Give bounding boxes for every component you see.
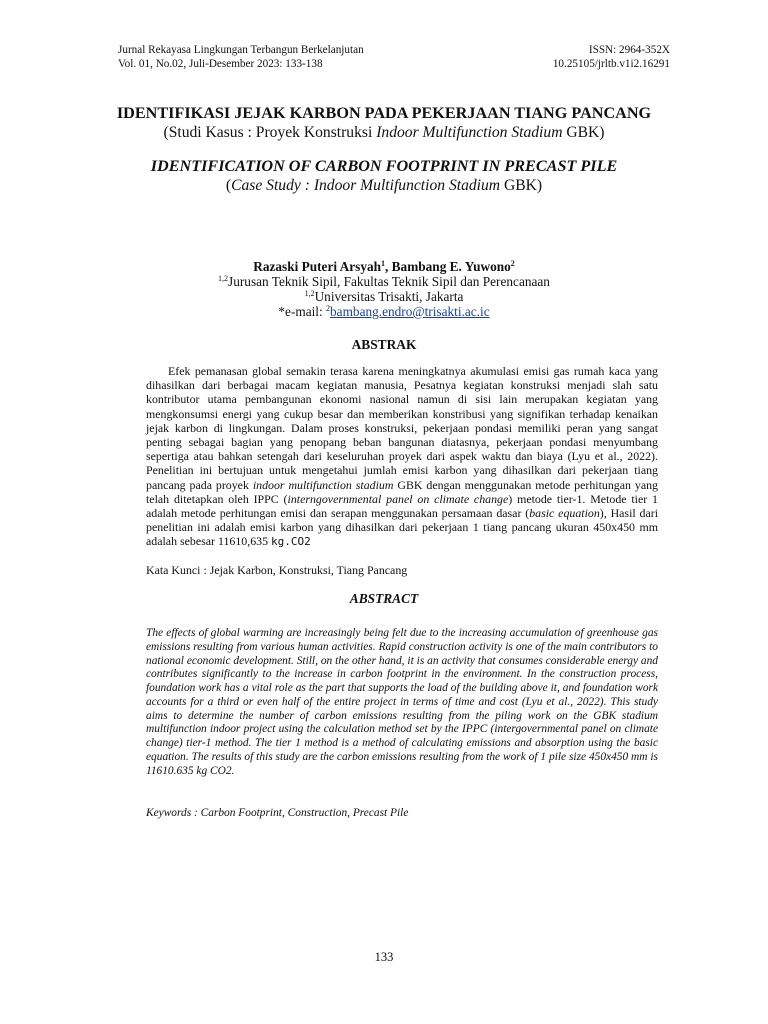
abstrak-text: ), Hasil dari penelitian ini adalah emisi karbon yang dihasilkan dari pekerjaan 1 tiang pancang ukuran 450x450 mm adalah sebesar 11610,635 xyxy=(146,506,658,549)
abstrak-text: Efek pemanasan global semakin terasa karena meningkatnya akumulasi emisi gas rumah kaca yang dihasilkan dari berbagai macam kegiatan manusia, Pesatnya kegiatan konstruksi menjadi slah satu kontributor utama pembangunan ekonomi nasional namun di sisi lain merupakan kegiatan yang mengkonsumsi energi yang cukup besar dan memberikan konstribusi yang signifikan terhadap kenaikan jejak karbon di lingkungan. Dalam proses konstruksi, pekerjaan pondasi memiliki peran yang sangat penting sebagai bagian yang penopang beban bangunan diatasnya, pekerjaan pondasi menyumbang sepertiga atau bahkan setengah dari keseluruhan proyek dari aspek waktu dan biaya (Lyu et al., 2022). Penelitian ini bertujuan untuk mengetahui jumlah emisi karbon yang dihasilkan dari pekerjaan tiang pancang pada proyek xyxy=(146,364,658,492)
subtitle-text: ( xyxy=(225,177,232,194)
subtitle-text: GBK) xyxy=(562,124,605,141)
volume-info: Vol. 01, No.02, Juli-Desember 2023: 133-138 xyxy=(118,58,323,70)
author-sup: 2 xyxy=(510,259,515,268)
affiliation-text: Jurusan Teknik Sipil, Fakultas Teknik Sipil dan Perencanaan xyxy=(228,274,550,289)
subtitle-english xyxy=(110,176,658,196)
affiliation-university xyxy=(110,289,658,304)
email-line xyxy=(110,304,658,319)
running-header xyxy=(118,43,670,71)
email-label: *e-mail: xyxy=(278,304,327,319)
abstrak-text: ) metode tier-1. Metode tier 1 adalah metode perhitungan emisi dan serapan menggunakan persamaan dasar ( xyxy=(146,491,658,521)
abstrak-text: GBK dengan menggunakan metode perhitungan yang telah ditetapkan oleh IPPC ( xyxy=(146,477,658,506)
subtitle-text: GBK) xyxy=(500,177,543,194)
abstrak-heading: ABSTRAK xyxy=(351,337,417,352)
keywords-english: Keywords : Carbon Footprint, Construction, Precast Pile xyxy=(146,807,409,819)
affiliation-department xyxy=(110,274,658,289)
abstrak-italic: interngovernmental panel on climate change xyxy=(287,491,509,506)
subtitle-italic: Indoor Multifunction Stadium xyxy=(376,124,563,141)
emission-unit: kg.CO2 xyxy=(271,535,311,549)
abstrak-italic: basic equation xyxy=(529,506,600,521)
author-name: Bambang E. Yuwono xyxy=(391,259,511,274)
subtitle-indonesian xyxy=(110,123,658,143)
journal-name: Jurnal Rekayasa Lingkungan Terbangun Berkelanjutan xyxy=(118,44,364,56)
author-name: Razaski Puteri Arsyah xyxy=(253,259,382,274)
author-block xyxy=(110,259,658,319)
affiliation-sup: 1,2 xyxy=(304,289,315,298)
subtitle-text: (Studi Kasus : Proyek Konstruksi xyxy=(163,124,377,141)
affiliation-text: Universitas Trisakti, Jakarta xyxy=(314,289,464,304)
abstrak-paragraph xyxy=(146,364,658,550)
keywords-indonesian: Kata Kunci : Jejak Karbon, Konstruksi, Tiang Pancang xyxy=(146,563,408,577)
abstrak-italic: indoor multifunction stadium xyxy=(252,477,394,492)
email-sup: 2 xyxy=(326,304,331,313)
title-indonesian: IDENTIFIKASI JEJAK KARBON PADA PEKERJAAN TIANG PANCANG xyxy=(116,104,652,122)
page-number: 133 xyxy=(374,950,394,964)
author-names xyxy=(110,259,658,274)
title-block xyxy=(110,104,658,196)
abstract-heading: ABSTRACT xyxy=(349,591,419,606)
email-link[interactable]: bambang.endro@trisakti.ac.ic xyxy=(330,304,490,319)
title-english: IDENTIFICATION OF CARBON FOOTPRINT IN PRECAST PILE xyxy=(150,157,618,175)
issn: ISSN: 2964-352X xyxy=(588,44,670,56)
author-separator: , xyxy=(385,259,392,274)
doi: 10.25105/jrltb.v1i2.16291 xyxy=(552,58,670,70)
author-sup: 1 xyxy=(381,259,386,268)
abstract-paragraph: The effects of global warming are increasingly being felt due to the increasing accumulation of greenhouse gas emissions resulting from various human activities. Rapid construction activity is one of the main contributors to national economic development. Still, on the other hand, it is an activity that consumes considerable energy and contributes significantly to the increase in carbon footprint in the environment. In the construction process, foundation work has a vital role as the part that supports the load of the building above it, and foundation work accounts for a third or even half of the entire project in terms of time and cost (Lyu et al., 2022). This study aims to determine the number of carbon emissions resulting from the piling work on the GBK stadium multifunction indoor project using the calculation method set by the IPPC (intergovernmental panel on climate change) tier-1 method. The tier 1 method is a method of calculating emissions and absorption using the basic equation. The results of this study are the carbon emissions resulting from the work of 1 pile size 450x450 mm is 11610.635 kg CO2. xyxy=(146,627,658,777)
affiliation-sup: 1,2 xyxy=(218,274,229,283)
subtitle-italic: Case Study : Indoor Multifunction Stadium xyxy=(231,177,501,194)
